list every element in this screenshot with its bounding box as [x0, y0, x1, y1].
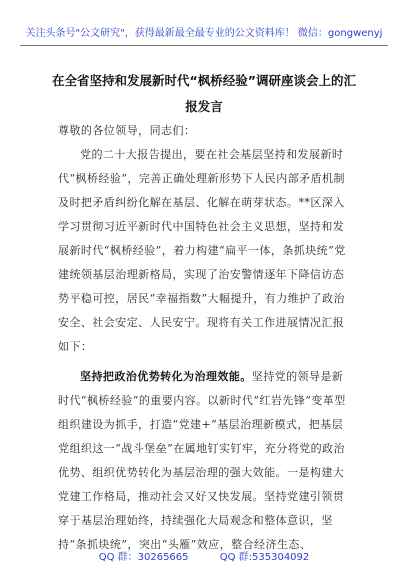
qq-group-1: QQ 群：30265665	[98, 552, 189, 563]
intro-paragraph: 党的二十大报告提出，要在社会基层坚持和发展新时代“枫桥经验”，完善正确处理新形势下人民内部矛盾机制及时把矛盾纠纷化解在基层、化解在萌芽状态。**区深入学习贯彻习近平新时代中国特色社会主义思想，坚持和发展新时代“枫桥经验”，着力构建“扁平一体，条抓块统”党建统领基层治理新格局，实现了治安警情逐年下降信访态势平稳可控，居民“幸福指数”大幅提升，有力维护了政治安全、社会安定、人民安宁。现将有关工作进展情况汇报如下：	[58, 148, 346, 353]
qq-group-2: QQ 群:535304092	[219, 552, 310, 563]
section-heading: 坚持把政治优势转化为治理效能。	[80, 370, 252, 383]
footer-contact	[0, 548, 408, 563]
section-paragraph	[58, 365, 354, 557]
document-title: 在全省坚持和发展新时代“枫桥经验”调研座谈会上的汇报发言	[52, 73, 356, 114]
section-text: 坚持党的领导是新时代“枫桥经验”的重要内容。以新时代“红岩先锋”变革型组织建设为抓手，打造“党建+”基层治理新模式，把基层党组织这一“战斗堡垒”在属地钉实钉牢，充分将党的政治优势、组织优势转化为基层治理的强大效能。一是构建大党建工作格局，推动社会又好又快发展。坚持党建引领贯穿于基层治理始终，持续强化大局观念和整体意识，坚持“条抓块统”，突出“头雁”效应，整合经济生态、	[58, 370, 346, 551]
salutation: 尊敬的各位领导，同志们：	[58, 124, 196, 137]
document-body	[58, 119, 354, 557]
promo-banner: 关注头条号"公文研究"，获得最新最全最专业的公文资料库！ 微信：gongwenyj	[20, 24, 388, 46]
